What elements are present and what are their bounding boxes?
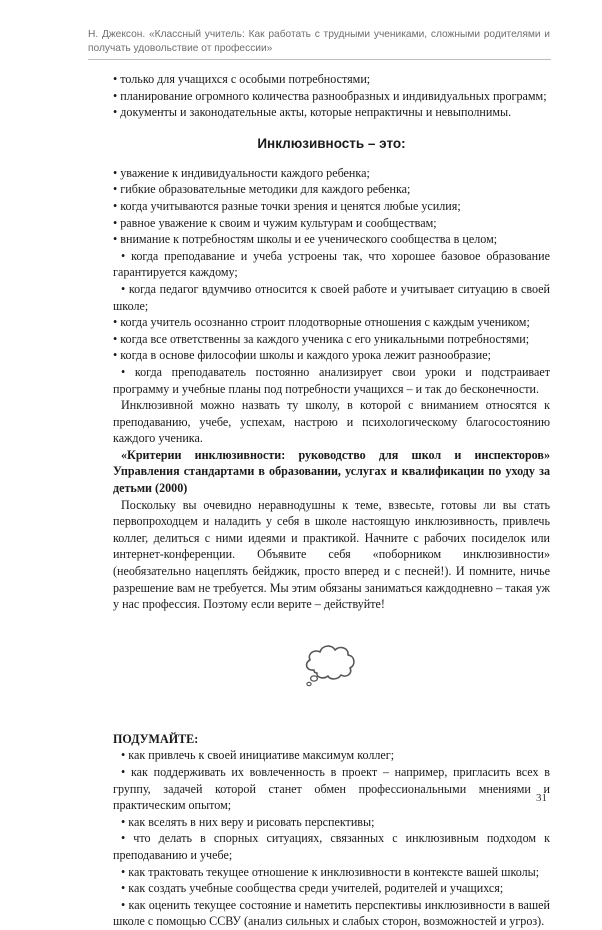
section-heading: Инклюзивность – это:: [257, 135, 406, 151]
list-item: • только для учащихся с особыми потребностями;: [113, 72, 371, 86]
thought-cloud-icon: [300, 640, 360, 688]
list-item: • планирование огромного количества разнообразных и индивидуальных программ;: [113, 88, 547, 103]
list-item: • когда преподавание и учеба устроены так, что хорошее базовое образование гарантируется каждому;: [113, 248, 550, 280]
list-item: • документы и законодательные акты, которые непрактичны и невыполнимы.: [113, 105, 512, 120]
list-item: • когда преподаватель постоянно анализирует свои уроки и подстраивает программу и учебные планы под потребности учащихся – и так до бесконечности.: [113, 364, 550, 396]
page-body: [113, 71, 550, 930]
paragraph-champion: Поскольку вы очевидно неравнодушны к теме, взвесьте, готовы ли вы стать первопроходцем и наладить у себя в школе настоящую инклюзивность, привлечь коллег, делиться с ними идеями и практикой. Начните с рабочих посиделок или интернет-конференции. Объявите себя «поборником инклюзивности» (необязательно нацеплять бейджик, просто вперед и с песней!). И помните, ничье разрешение вам не требуется. Мы этим обязаны заниматься каждодневно – такая уж у нас профессия. Поэтому если верите – действуйте!: [113, 497, 550, 612]
list-item: • уважение к индивидуальности каждого ребенка;: [113, 165, 370, 180]
list-item: • как поддерживать их вовлеченность в проект – например, пригласить всех в группу, задачей которой станет обмен профессиональными мнениями и практическим опытом;: [113, 765, 550, 813]
page-number: 31: [536, 792, 547, 804]
list-item: • как привлечь к своей инициативе максимум коллег;: [121, 748, 395, 763]
list-item: • когда учитываются разные точки зрения и ценятся любые усилия;: [113, 198, 461, 213]
list-item: • когда в основе философии школы и каждого урока лежит разнообразие;: [113, 348, 491, 363]
list-item: • что делать в спорных ситуациях, связанных с инклюзивным подходом к преподаванию и учебе;: [113, 831, 550, 862]
running-head: Н. Джексон. «Классный учитель: Как работать с трудными учениками, сложными родителями и получать удовольствие от профессии»: [88, 29, 550, 54]
list-item: • как трактовать текущее отношение к инклюзивности в контексте вашей школы;: [121, 864, 540, 879]
list-item: • когда все ответственны за каждого ученика с его уникальными потребностями;: [113, 331, 530, 346]
list-item: • когда учитель осознанно строит плодотворные отношения с каждым учеником;: [113, 315, 530, 330]
list-item: • внимание к потребностям школы и ее ученического сообщества в целом;: [113, 232, 498, 247]
list-item: • гибкие образовательные методики для каждого ребенка;: [113, 182, 411, 197]
list-item: • когда педагог вдумчиво относится к своей работе и учитывает ситуацию в своей школе;: [113, 281, 550, 313]
header-divider: [88, 59, 551, 60]
list-item: • как создать учебные сообщества среди учителей, родителей и учащихся;: [121, 881, 504, 896]
list-item: • равное уважение к своим и чужим культурам и сообществам;: [113, 215, 437, 230]
think-heading: ПОДУМАЙТЕ:: [113, 731, 199, 746]
list-item: • как оценить текущее состояние и наметить перспективы инклюзивности в вашей школе с помощью ССВУ (анализ сильных и слабых сторон, возможностей и угроз).: [113, 897, 550, 929]
list-item: • как вселять в них веру и рисовать перспективы;: [121, 814, 375, 829]
paragraph-school: Инклюзивной можно назвать ту школу, в которой с вниманием относятся к преподаванию, учебе, успехам, настрою и психологическому благосостоянию каждого ученика.: [113, 398, 550, 446]
citation: «Критерии инклюзивности: руководство для школ и инспекторов» Управления стандартами в образовании, услугах и квалификации по уходу за детьми (2000): [113, 447, 550, 496]
